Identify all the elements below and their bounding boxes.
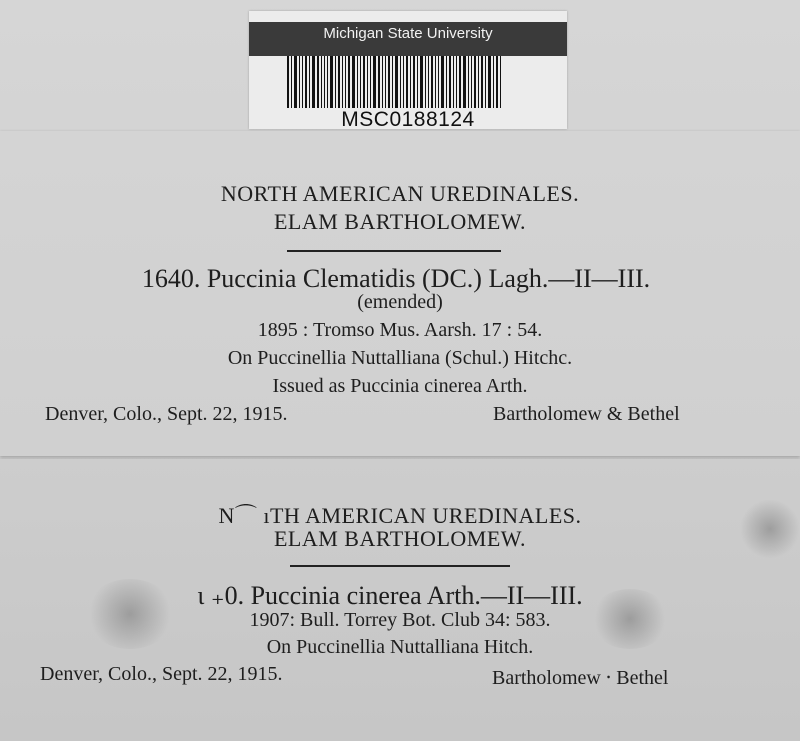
- barcode-bar: [446, 56, 447, 108]
- barcode-bar: [382, 56, 383, 108]
- collectors: Bartholomew & Bethel: [493, 403, 680, 425]
- barcode-bar: [305, 56, 307, 108]
- barcode-bar: [324, 56, 325, 108]
- specimen-label-secondary: [0, 459, 800, 741]
- barcode-bar: [373, 56, 376, 108]
- barcode-bar: [493, 56, 494, 108]
- barcode-bar: [400, 56, 401, 108]
- barcode-bar: [425, 56, 426, 108]
- barcode-bar: [417, 56, 418, 108]
- citation: 1907: Bull. Torrey Bot. Club 34: 583.: [249, 609, 551, 631]
- locality-date: Denver, Colo., Sept. 22, 1915.: [45, 403, 288, 425]
- barcode-bar: [456, 56, 457, 108]
- barcode-bar: [345, 56, 346, 108]
- barcode-bar: [406, 56, 408, 108]
- barcode-bar: [403, 56, 404, 108]
- barcode-bar: [330, 56, 333, 108]
- barcode-bar: [302, 56, 303, 108]
- barcode-bar: [441, 56, 444, 108]
- barcode-bar: [348, 56, 350, 108]
- barcode-bar: [342, 56, 343, 108]
- barcode-bar: [360, 56, 361, 108]
- barcode-bar: [485, 56, 486, 108]
- barcode-bar: [468, 56, 469, 108]
- barcode-bar: [385, 56, 386, 108]
- barcode-bar: [327, 56, 328, 108]
- barcode-label: [249, 11, 567, 129]
- specimen-label-primary: [0, 131, 800, 456]
- species-line: 1640. Puccinia Clematidis (DC.) Lagh.—II—III.: [141, 264, 651, 293]
- divider-rule: [290, 565, 510, 567]
- barcode-bar: [309, 56, 310, 108]
- series-title: N⌒ ıTH AMERICAN UREDINALES.: [218, 503, 582, 528]
- barcode-bar: [428, 56, 429, 108]
- barcode-bar: [438, 56, 439, 108]
- barcode-bar: [357, 56, 358, 108]
- barcode-bar: [392, 56, 393, 108]
- barcode-bar: [463, 56, 466, 108]
- barcode-icon: [287, 56, 537, 108]
- barcode-bar: [338, 56, 340, 108]
- barcode-bar: [488, 56, 491, 108]
- divider-rule: [287, 250, 501, 252]
- barcode-bar: [299, 56, 300, 108]
- host-line: On Puccinellia Nuttalliana (Schul.) Hitchc.: [227, 347, 573, 369]
- barcode-bar: [420, 56, 423, 108]
- barcode-bar: [367, 56, 368, 108]
- barcode-bar: [410, 56, 411, 108]
- barcode-bar: [474, 56, 476, 108]
- barcode-bar: [413, 56, 415, 108]
- barcode-bar: [388, 56, 390, 108]
- author-name: ELAM BARTHOLOMEW.: [273, 209, 527, 234]
- barcode-bar: [291, 56, 292, 108]
- locality-date: Denver, Colo., Sept. 22, 1915.: [40, 663, 283, 685]
- institution-name: Michigan State University: [249, 22, 567, 56]
- barcode-bar: [370, 56, 371, 108]
- species-line: ɩ ₊0. Puccinia cinerea Arth.—II—III.: [197, 581, 583, 610]
- barcode-bar: [500, 56, 501, 108]
- citation: 1895 : Tromso Mus. Aarsh. 17 : 54.: [257, 319, 543, 341]
- barcode-bar: [287, 56, 289, 108]
- emended-note: (emended): [357, 291, 443, 313]
- barcode-bar: [321, 56, 322, 108]
- barcode-bar: [459, 56, 461, 108]
- barcode-bar: [378, 56, 380, 108]
- barcode-bar: [395, 56, 398, 108]
- barcode-bar: [431, 56, 433, 108]
- barcode-bar: [481, 56, 483, 108]
- barcode-bar: [478, 56, 479, 108]
- barcode-bar: [335, 56, 336, 108]
- collectors: Bartholomew ⸱ Bethel: [492, 667, 669, 689]
- barcode-bar: [449, 56, 451, 108]
- barcode-bar: [363, 56, 365, 108]
- issued-as-line: Issued as Puccinia cinerea Arth.: [272, 375, 528, 397]
- barcode-bar: [453, 56, 454, 108]
- barcode-bar: [317, 56, 319, 108]
- barcode-bar: [352, 56, 355, 108]
- barcode-bar: [294, 56, 297, 108]
- specimen-id: MSC0188124: [341, 108, 475, 131]
- author-name: ELAM BARTHOLOMEW.: [273, 526, 527, 551]
- barcode-bar: [435, 56, 436, 108]
- barcode-bar: [471, 56, 472, 108]
- host-line: On Puccinellia Nuttalliana Hitch.: [266, 636, 534, 658]
- barcode-bar: [496, 56, 498, 108]
- barcode-bar: [312, 56, 315, 108]
- series-title: NORTH AMERICAN UREDINALES.: [220, 181, 580, 206]
